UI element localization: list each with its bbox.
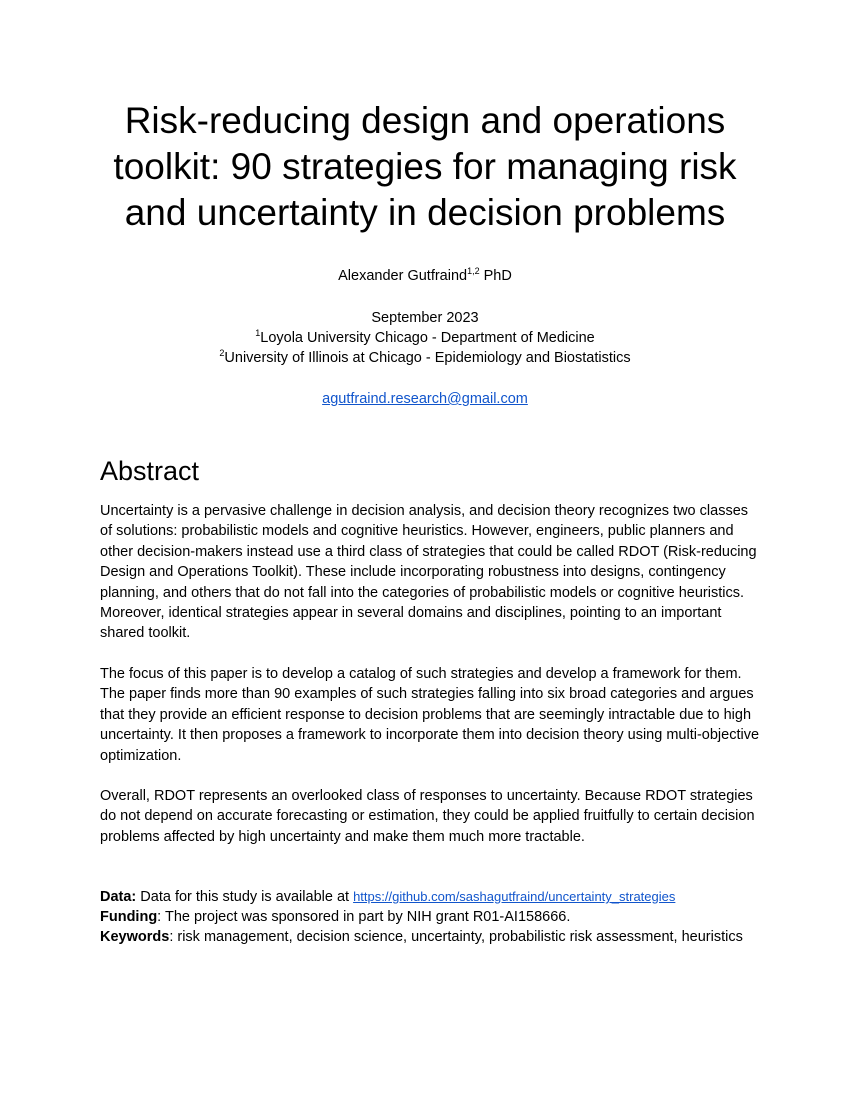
title-line-1: Risk-reducing design and operations	[124, 100, 726, 141]
abstract-paragraph-2: The focus of this paper is to develop a catalog of such strategies and develop a framework for them. The paper finds more than 90 examples of such strategies falling into six broad categories and argues that they provide an efficient response to decision problems that are seemingly intractable due to high uncertainty. It then proposes a framework to incorporate them into decision theory using multi-objective optimization.	[100, 666, 760, 764]
author-line	[0, 266, 850, 286]
abstract-paragraph-1: Uncertainty is a pervasive challenge in decision analysis, and decision theory recognizes two classes of solutions: probabilistic models and cognitive heuristics. However, engineers, public planners and other decision-makers instead use a third class of strategies that could be called RDOT (Risk-reducing Design and Operations Toolkit). These include incorporating robustness into designs, contingency planning, and others that do not fall into the categories of probabilistic models or cognitive heuristics. Moreover, identical strategies appear in several domains and disciplines, pointing to an important shared toolkit.	[100, 503, 757, 642]
funding-label: Funding	[100, 909, 158, 925]
author-degree: PhD	[479, 268, 512, 284]
data-statement: Data: Data for this study is available at https://github.com/sashagutfraind/uncertainty_strategies	[100, 889, 676, 905]
abstract-paragraph-3: Overall, RDOT represents an overlooked class of responses to uncertainty. Because RDOT strategies do not depend on accurate forecasting or estimation, they could be applied fruitfully to certain decision problems affected by high uncertainty and make them much more tractable.	[100, 788, 755, 845]
keywords-label: Keywords	[100, 929, 170, 945]
date: September 2023	[371, 310, 479, 326]
paper-title	[60, 98, 790, 236]
author-affiliation-marks: 1,2	[467, 266, 480, 277]
abstract-heading: Abstract	[100, 456, 200, 486]
email-line	[0, 389, 850, 409]
data-label: Data:	[100, 889, 137, 905]
author-name: Alexander Gutfraind	[338, 268, 468, 284]
funding-statement: Funding: The project was sponsored in part by NIH grant R01-AI158666.	[100, 909, 571, 925]
keywords-statement: Keywords: risk management, decision science, uncertainty, probabilistic risk assessment, heuristics	[100, 929, 743, 945]
title-line-3: and uncertainty in decision problems	[124, 192, 726, 233]
affiliation-2: $^2$University of Illinois at Chicago - Epidemiology and Biostatistics	[219, 348, 631, 366]
email-link[interactable]: agutfraind.research@gmail.com	[322, 391, 528, 407]
title-line-2: toolkit: 90 strategies for managing risk	[113, 146, 737, 187]
affiliation-1: $^1$Loyola University Chicago - Department of Medicine	[255, 328, 595, 346]
data-repository-link[interactable]: https://github.com/sashagutfraind/uncertainty_strategies	[353, 889, 676, 904]
